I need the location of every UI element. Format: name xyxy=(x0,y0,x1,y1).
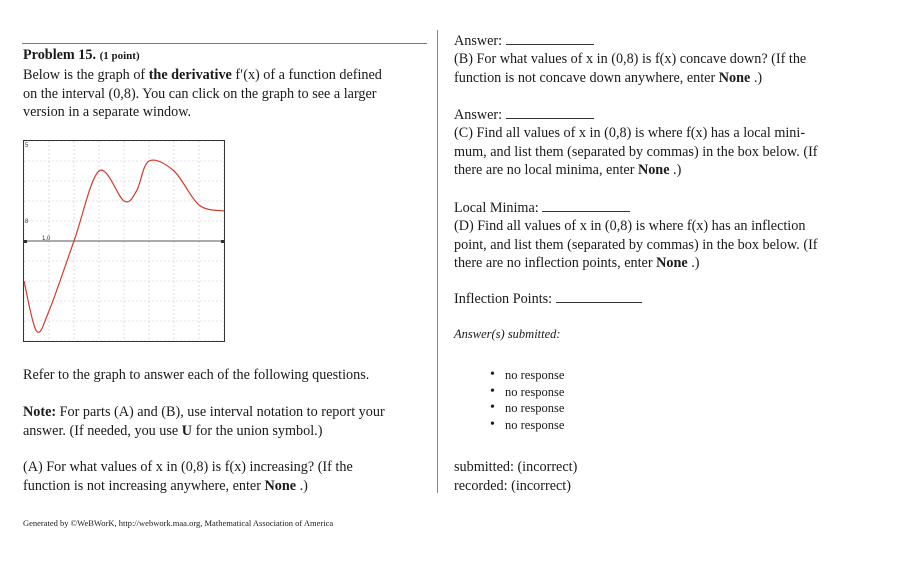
label-origin: 1,0 xyxy=(42,236,51,242)
answer-b-field[interactable] xyxy=(506,106,594,119)
label-left: 8 xyxy=(25,219,29,225)
refer-text: Refer to the graph to answer each of the following questions. xyxy=(23,367,370,383)
list-item: • no response xyxy=(490,367,564,384)
status-block xyxy=(454,458,577,495)
part-d: (D) Find all values of x in (0,8) is where f(x) has an inflection point, and list them (separated by commas) in the box below. (If there are no inflection points, enter None .) xyxy=(454,218,818,271)
submitted-heading: Answer(s) submitted: xyxy=(454,327,561,341)
top-rule xyxy=(22,43,427,44)
derivative-graph[interactable] xyxy=(23,140,225,342)
problem-title: Problem 15. xyxy=(23,47,97,63)
problem-intro: Below is the graph of the derivative f′(x) of a function defined on the interval (0,8). You can click on the graph to see a larger version in a separate window. xyxy=(23,67,382,120)
part-a: (A) For what values of x in (0,8) is f(x) increasing? (If the function is not increasing anywhere, enter None .) xyxy=(23,459,353,494)
graph-svg[interactable] xyxy=(24,141,224,341)
list-item: • no response xyxy=(490,417,564,434)
part-c: (C) Find all values of x in (0,8) is where f(x) has a local mini- mum, and list them (separated by commas) in the box below. (If there are no local minima, enter None .) xyxy=(454,125,818,178)
problem-points: (1 point) xyxy=(99,50,140,62)
label-top: 5 xyxy=(25,143,29,149)
inflection-row: Inflection Points: xyxy=(454,290,642,309)
note-block: Note: For parts (A) and (B), use interval notation to report your answer. (If needed, you use U for the union symbol.) xyxy=(23,404,385,439)
problem-heading xyxy=(23,46,140,66)
footer-credit: Generated by ©WeBWorK, http://webwork.maa.org, Mathematical Association of America xyxy=(23,518,334,528)
list-item: • no response xyxy=(490,400,564,417)
x-axis-left-tick xyxy=(24,240,27,243)
inflection-field[interactable] xyxy=(556,290,642,303)
note-label: Note: xyxy=(23,404,57,420)
answer-a-field[interactable] xyxy=(506,32,594,45)
part-b: (B) For what values of x in (0,8) is f(x) concave down? (If the function is not concave down anywhere, enter None .) xyxy=(454,51,807,86)
column-divider xyxy=(437,30,438,493)
local-minima-row: Local Minima: xyxy=(454,199,630,218)
recorded-status: recorded: (incorrect) xyxy=(454,477,571,494)
x-axis-right-tick xyxy=(221,240,224,243)
answer-b-row: Answer: xyxy=(454,106,594,125)
local-minima-field[interactable] xyxy=(542,199,630,212)
list-item: • no response xyxy=(490,384,564,401)
submitted-status: submitted: (incorrect) xyxy=(454,459,578,475)
response-list xyxy=(490,367,564,433)
answer-a-row: Answer: xyxy=(454,32,594,51)
